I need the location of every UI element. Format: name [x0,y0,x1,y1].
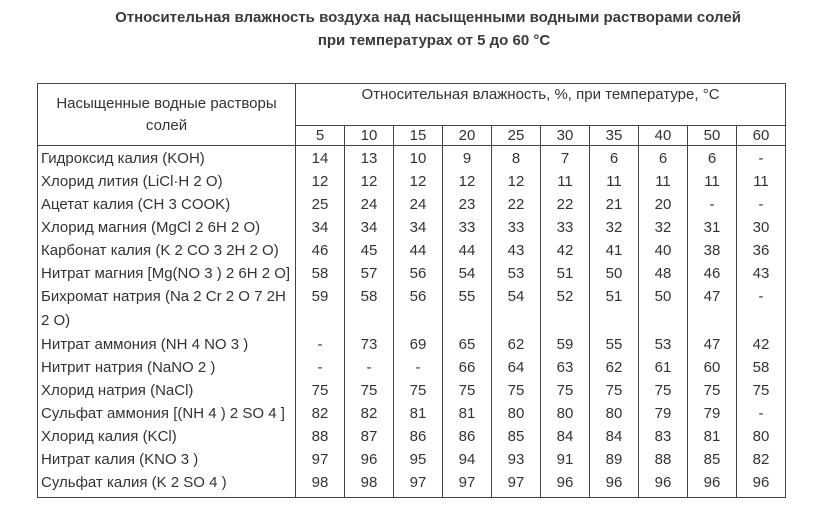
temperature-header: 10 [345,126,394,146]
salt-name-cell: Сульфат аммония [(NH 4 ) 2 SO 4 ] [38,402,296,425]
humidity-value-cell: 45 [345,239,394,262]
humidity-value-cell: 65 [443,333,492,356]
humidity-value-cell: 11 [639,170,688,193]
humidity-value-cell: 73 [345,333,394,356]
humidity-value-cell: 54 [492,285,541,333]
temperature-header: 25 [492,126,541,146]
humidity-value-cell: 48 [639,262,688,285]
table-title-line-1: Относительная влажность воздуха над насыщенными водными растворами солей [115,9,741,26]
humidity-value-cell: 50 [639,285,688,333]
temperature-header: 30 [541,126,590,146]
humidity-value-cell: 62 [590,356,639,379]
humidity-value-cell: 11 [737,170,786,193]
table-row [38,216,786,239]
table-row [38,425,786,448]
humidity-value-cell: 80 [492,402,541,425]
humidity-value-cell: 75 [737,379,786,402]
salt-name-cell: Нитрат магния [Mg(NO 3 ) 2 6H 2 O] [38,262,296,285]
humidity-value-cell: 81 [394,402,443,425]
humidity-value-cell: 69 [394,333,443,356]
humidity-table [37,83,786,498]
humidity-value-cell: 79 [639,402,688,425]
humidity-value-cell: 80 [541,402,590,425]
humidity-value-cell: 64 [492,356,541,379]
humidity-value-cell: 42 [737,333,786,356]
humidity-value-cell: 42 [541,239,590,262]
humidity-value-cell: 94 [443,448,492,471]
humidity-value-cell: 83 [639,425,688,448]
humidity-value-cell: 96 [639,471,688,498]
humidity-value-cell: 84 [541,425,590,448]
humidity-value-cell: 32 [639,216,688,239]
humidity-value-cell: 86 [394,425,443,448]
humidity-value-cell: - [688,193,737,216]
humidity-value-cell: 12 [394,170,443,193]
humidity-value-cell: 58 [737,356,786,379]
humidity-value-cell: 97 [443,471,492,498]
temperature-header: 5 [296,126,345,146]
humidity-value-cell: 96 [541,471,590,498]
humidity-value-cell: 7 [541,146,590,171]
humidity-value-cell: - [737,193,786,216]
humidity-value-cell: 43 [737,262,786,285]
humidity-value-cell: 59 [296,285,345,333]
humidity-value-cell: 46 [296,239,345,262]
humidity-value-cell: 84 [590,425,639,448]
temperature-header: 50 [688,126,737,146]
table-row [38,146,786,171]
humidity-value-cell: 81 [688,425,737,448]
humidity-value-cell: 61 [639,356,688,379]
humidity-value-cell: 10 [394,146,443,171]
humidity-value-cell: 82 [296,402,345,425]
humidity-value-cell: 34 [296,216,345,239]
humidity-value-cell: 6 [590,146,639,171]
table-row [38,379,786,402]
humidity-value-cell: 85 [492,425,541,448]
humidity-value-cell: 80 [590,402,639,425]
humidity-value-cell: 51 [541,262,590,285]
humidity-value-cell: 33 [541,216,590,239]
table-title-line-2: при температурах от 5 до 60 °С [317,32,551,49]
salt-name-cell: Бихромат натрия (Na 2 Cr 2 O 7 2H 2 O) [38,285,296,333]
humidity-value-cell: 25 [296,193,345,216]
humidity-value-cell: 43 [492,239,541,262]
salt-name-cell: Хлорид калия (KCl) [38,425,296,448]
table-row [38,262,786,285]
humidity-value-cell: 93 [492,448,541,471]
table-body [38,146,786,498]
humidity-value-cell: 11 [541,170,590,193]
humidity-value-cell: 56 [394,262,443,285]
temperature-header: 60 [737,126,786,146]
humidity-value-cell: - [296,333,345,356]
humidity-value-cell: 97 [394,471,443,498]
humidity-value-cell: 23 [443,193,492,216]
humidity-value-cell: 82 [345,402,394,425]
salt-name-cell: Хлорид магния (MgCl 2 6H 2 O) [38,216,296,239]
humidity-value-cell: 96 [590,471,639,498]
column-header-salt: Насыщенные водные растворы солей [38,84,296,146]
humidity-value-cell: 33 [492,216,541,239]
temperature-header: 20 [443,126,492,146]
humidity-value-cell: 88 [639,448,688,471]
humidity-value-cell: 54 [443,262,492,285]
humidity-value-cell: 60 [688,356,737,379]
humidity-value-cell: 12 [492,170,541,193]
humidity-value-cell: 9 [443,146,492,171]
humidity-value-cell: - [296,356,345,379]
humidity-value-cell: 30 [737,216,786,239]
humidity-value-cell: - [345,356,394,379]
humidity-value-cell: 85 [688,448,737,471]
humidity-value-cell: 53 [639,333,688,356]
humidity-value-cell: 88 [296,425,345,448]
humidity-value-cell: 24 [394,193,443,216]
table-row [38,239,786,262]
table-row [38,193,786,216]
humidity-value-cell: 55 [590,333,639,356]
humidity-value-cell: 91 [541,448,590,471]
column-header-humidity: Относительная влажность, %, при температуре, °С [296,84,786,126]
humidity-value-cell: 58 [345,285,394,333]
humidity-value-cell: 6 [688,146,737,171]
humidity-value-cell: 34 [394,216,443,239]
humidity-value-cell: 12 [443,170,492,193]
humidity-value-cell: 32 [590,216,639,239]
humidity-value-cell: 79 [688,402,737,425]
humidity-value-cell: 40 [639,239,688,262]
humidity-value-cell: 47 [688,285,737,333]
humidity-value-cell: - [394,356,443,379]
humidity-value-cell: 59 [541,333,590,356]
salt-name-cell: Хлорид натрия (NaCl) [38,379,296,402]
humidity-value-cell: 33 [443,216,492,239]
humidity-value-cell: 63 [541,356,590,379]
humidity-value-cell: 22 [492,193,541,216]
humidity-value-cell: 62 [492,333,541,356]
salt-name-cell: Ацетат калия (CH 3 COOK) [38,193,296,216]
table-row [38,448,786,471]
temperature-header: 35 [590,126,639,146]
temperature-header: 40 [639,126,688,146]
humidity-value-cell: 22 [541,193,590,216]
salt-name-cell: Сульфат калия (K 2 SO 4 ) [38,471,296,498]
humidity-value-cell: 98 [345,471,394,498]
humidity-value-cell: 96 [345,448,394,471]
salt-name-cell: Нитрат аммония (NH 4 NO 3 ) [38,333,296,356]
humidity-value-cell: 96 [688,471,737,498]
humidity-value-cell: 75 [639,379,688,402]
table-row [38,402,786,425]
humidity-value-cell: 36 [737,239,786,262]
humidity-value-cell: 58 [296,262,345,285]
humidity-value-cell: 24 [345,193,394,216]
humidity-value-cell: 8 [492,146,541,171]
humidity-value-cell: 12 [296,170,345,193]
humidity-value-cell: 47 [688,333,737,356]
humidity-value-cell: 89 [590,448,639,471]
humidity-value-cell: 82 [737,448,786,471]
humidity-value-cell: 55 [443,285,492,333]
humidity-value-cell: 31 [688,216,737,239]
humidity-value-cell: 75 [345,379,394,402]
humidity-value-cell: 75 [492,379,541,402]
salt-name-cell: Хлорид лития (LiCl·H 2 O) [38,170,296,193]
humidity-value-cell: 75 [688,379,737,402]
humidity-value-cell: 11 [688,170,737,193]
salt-name-cell: Нитрит натрия (NaNO 2 ) [38,356,296,379]
humidity-value-cell: 11 [590,170,639,193]
humidity-value-cell: 6 [639,146,688,171]
temperature-header: 15 [394,126,443,146]
humidity-value-cell: 80 [737,425,786,448]
table-row [38,285,786,333]
humidity-value-cell: 34 [345,216,394,239]
humidity-value-cell: 52 [541,285,590,333]
salt-name-cell: Гидроксид калия (KOH) [38,146,296,171]
humidity-value-cell: 50 [590,262,639,285]
humidity-value-cell: 44 [394,239,443,262]
humidity-value-cell: 44 [443,239,492,262]
humidity-value-cell: 75 [394,379,443,402]
salt-name-cell: Нитрат калия (KNO 3 ) [38,448,296,471]
humidity-value-cell: - [737,146,786,171]
humidity-value-cell: 97 [296,448,345,471]
table-row [38,356,786,379]
humidity-value-cell: 14 [296,146,345,171]
humidity-value-cell: 41 [590,239,639,262]
humidity-value-cell: 51 [590,285,639,333]
humidity-value-cell: 56 [394,285,443,333]
humidity-value-cell: 95 [394,448,443,471]
salt-name-cell: Карбонат калия (K 2 CO 3 2H 2 O) [38,239,296,262]
table-row [38,170,786,193]
table-row [38,471,786,498]
humidity-value-cell: - [737,402,786,425]
humidity-value-cell: 66 [443,356,492,379]
humidity-value-cell: 81 [443,402,492,425]
humidity-value-cell: 13 [345,146,394,171]
humidity-value-cell: 75 [296,379,345,402]
humidity-value-cell: 75 [443,379,492,402]
humidity-value-cell: 96 [737,471,786,498]
humidity-value-cell: 87 [345,425,394,448]
humidity-value-cell: 98 [296,471,345,498]
humidity-value-cell: 21 [590,193,639,216]
humidity-value-cell: 57 [345,262,394,285]
humidity-value-cell: 20 [639,193,688,216]
humidity-value-cell: 53 [492,262,541,285]
table-row [38,333,786,356]
humidity-value-cell: 38 [688,239,737,262]
humidity-value-cell: 97 [492,471,541,498]
humidity-value-cell: 86 [443,425,492,448]
humidity-value-cell: 46 [688,262,737,285]
humidity-value-cell: - [737,285,786,333]
humidity-value-cell: 75 [541,379,590,402]
humidity-value-cell: 12 [345,170,394,193]
humidity-value-cell: 75 [590,379,639,402]
